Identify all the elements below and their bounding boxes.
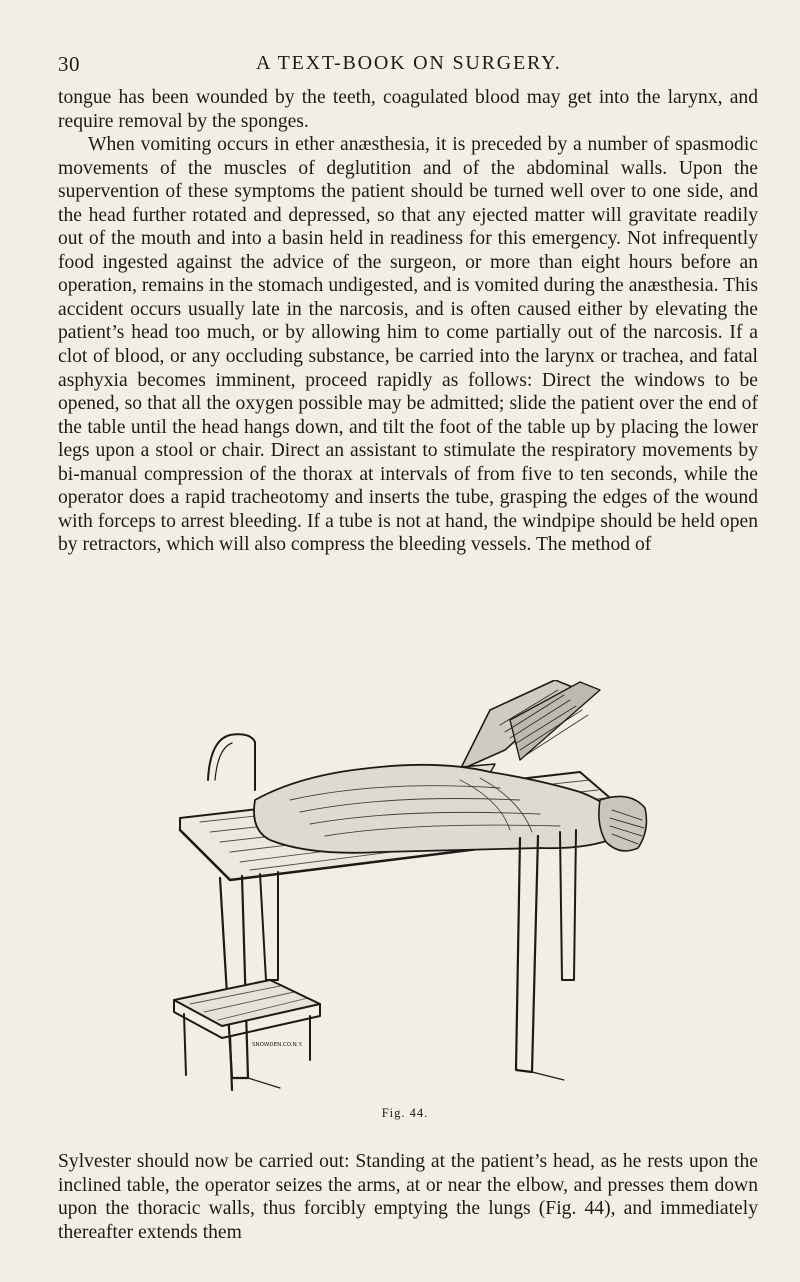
body-text-top: [58, 86, 758, 557]
running-title: A TEXT-BOOK ON SURGERY.: [256, 52, 562, 74]
engraver-signature: SNOWDEN.CO.N.Y.: [252, 1042, 303, 1048]
paragraph-continuation: tongue has been wounded by the teeth, coagulated blood may get into the larynx, and require removal by the sponges.: [58, 87, 758, 132]
figure-caption: [0, 1106, 800, 1121]
page-number: 30: [58, 52, 80, 76]
figure-caption-text: Fig. 44.: [381, 1106, 429, 1120]
body-text-bottom: [58, 1150, 758, 1244]
table-leg: [560, 830, 576, 980]
table-leg: [516, 836, 538, 1072]
figure-illustration: [160, 680, 650, 1095]
paragraph-sylvester: Sylvester should now be carried out: Standing at the patient’s head, as he rests upon the inclined table, the operator seizes the arms, at or near the elbow, and presses them down upon the thoracic walls, thus forcibly emptying the lungs (Fig. 44), and immediately thereafter extends them: [58, 1151, 758, 1243]
paragraph-vomiting: When vomiting occurs in ether anæsthesia, it is preceded by a number of spasmodic movements of the muscles of deglutition and of the abdominal walls. Upon the supervention of these symptoms the patient should be turned well over to one side, and the head further rotated and depressed, so that any ejected matter will gravitate readily out of the mouth and into a basin held in readiness for this emergency. Not infrequently food ingested against the advice of the surgeon, or more than eight hours before an operation, remains in the stomach undigested, and is vomited during the anæsthesia. This accident occurs usually late in the narcosis, and is often caused either by elevating the patient’s head too much, or by allowing him to come partially out of the narcosis. If a clot of blood, or any occluding substance, be carried into the larynx or trachea, and fatal asphyxia becomes imminent, proceed rapidly as follows: Direct the windows to be opened, so that all the oxygen possible may be admitted; slide the patient over the end of the table until the head hangs down, and tilt the foot of the table up by placing the lower legs upon a stool or chair. Direct an assistant to stimulate the respiratory movements by bi-manual compression of the thorax at intervals of from five to ten seconds, while the operator does a rapid tracheotomy and inserts the tube, grasping the edges of the wound with forceps to arrest bleeding. If a tube is not at hand, the windpipe should be held open by retractors, which will also compress the bleeding vessels. The method of: [58, 134, 758, 556]
table-leg: [260, 872, 278, 980]
patient-head: [599, 796, 647, 850]
table-leg: [220, 876, 248, 1078]
running-head: [58, 52, 758, 82]
engraving-patient-on-inclined-table: [160, 680, 650, 1095]
stool-leg: [184, 1014, 186, 1075]
stool-leg: [230, 1036, 232, 1090]
